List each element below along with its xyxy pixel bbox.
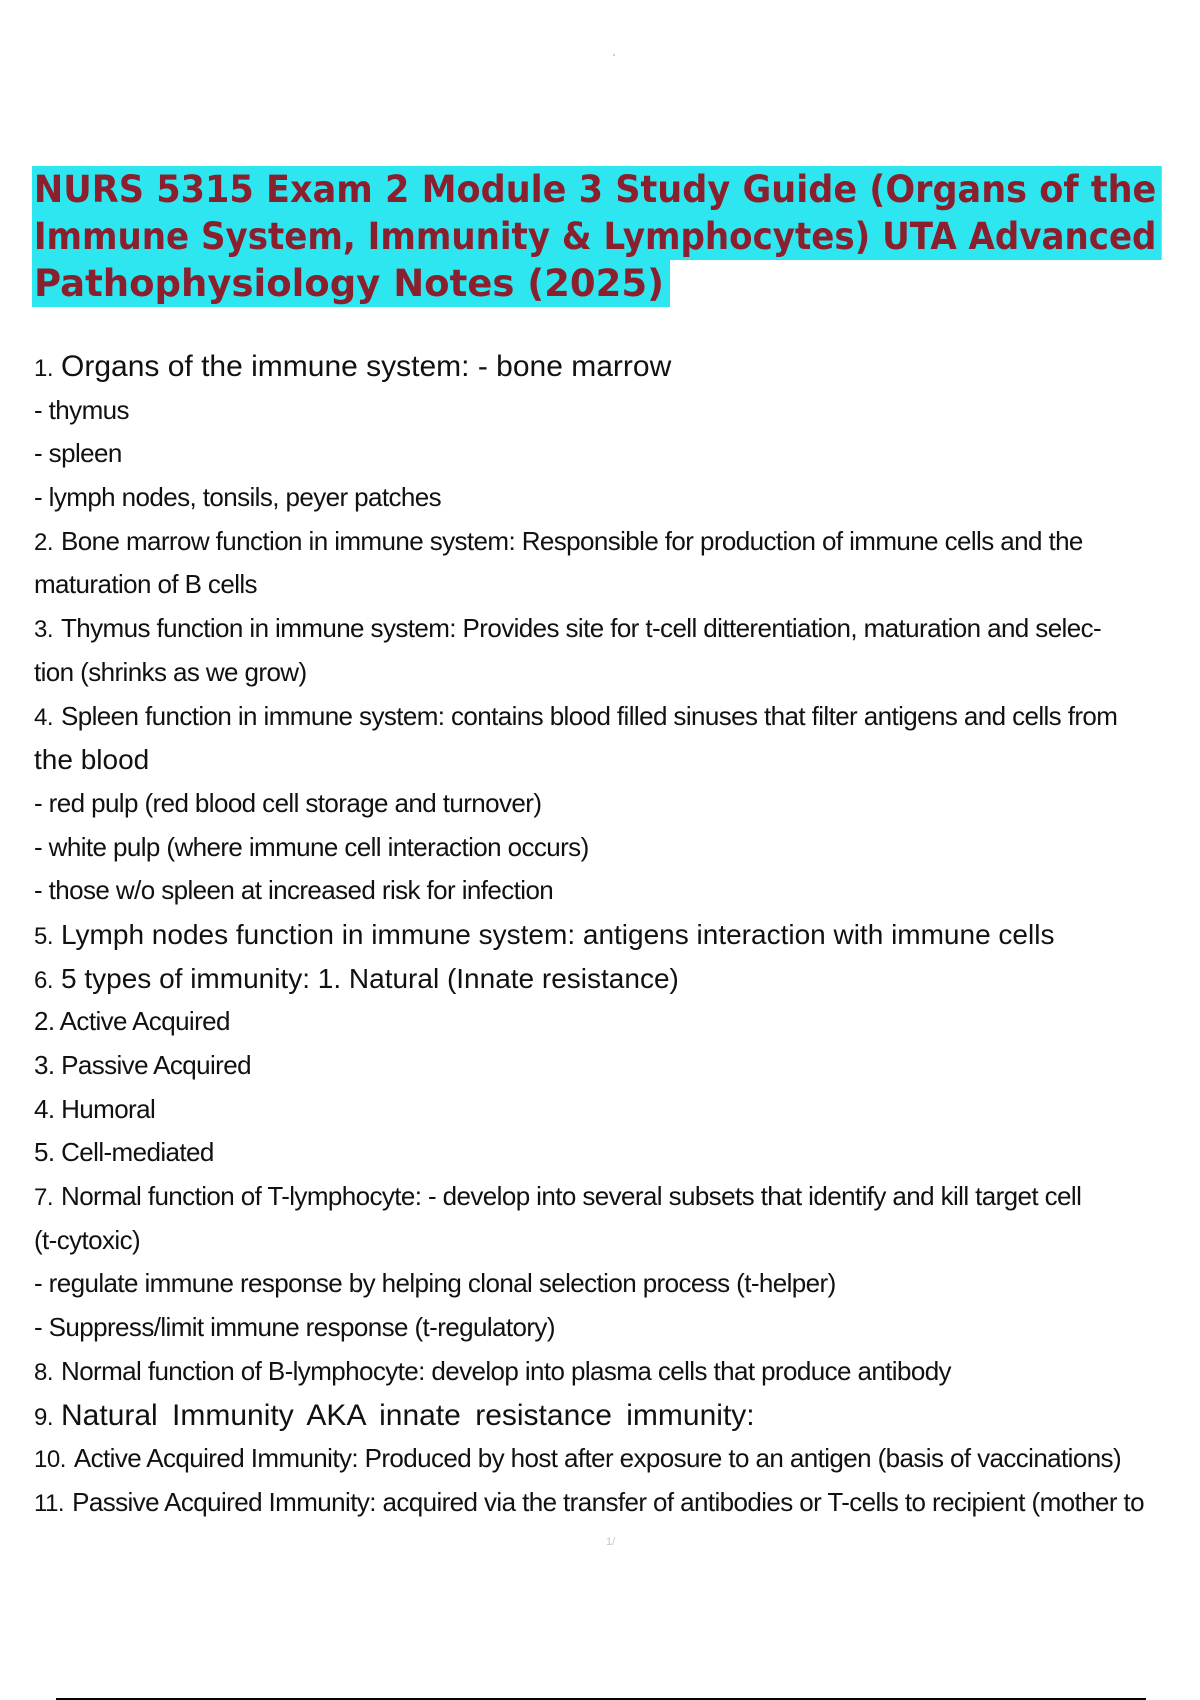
entry-line: - regulate immune response by helping clonal selection process (t-helper) — [34, 1268, 836, 1299]
entry-line: - thymus — [34, 394, 129, 425]
entry-line: tion (shrinks as we grow) — [34, 656, 307, 687]
scan-speck — [613, 54, 615, 56]
entry-line: 3. Thymus function in immune system: Provides site for t-cell ditterentiation, maturation and selec- — [34, 613, 1102, 644]
entry-line: 3. Passive Acquired — [34, 1050, 251, 1080]
entry-line: 5. Cell-mediated — [34, 1137, 214, 1168]
entry-line: (t-cytoxic) — [34, 1224, 141, 1255]
entry-line: 8. Normal function of B-lymphocyte: develop into plasma cells that produce antibody — [34, 1355, 951, 1386]
entry-line: 5. Lymph nodes function in immune system: antigens interaction with immune cells — [34, 918, 1055, 950]
document-title — [32, 166, 1157, 307]
entry-line: the blood — [34, 744, 150, 776]
title-line-3: Pathophysiology Notes (2025) — [32, 260, 670, 307]
entry-line: 11. Passive Acquired Immunity: acquired via the transfer of antibodies or T-cells to recipient (mother to — [34, 1486, 1144, 1517]
entry-line: 4. Spleen function in immune system: contains blood filled sinuses that filter antigens and cells from — [34, 700, 1118, 731]
entry-line: - spleen — [34, 438, 122, 469]
entry-line: 9. Natural Immunity AKA innate resistance immunity: — [34, 1398, 755, 1432]
entry-line: 10. Active Acquired Immunity: Produced by host after exposure to an antigen (basis of vaccinations) — [34, 1443, 1122, 1474]
entry-line: 2. Bone marrow function in immune system: Responsible for production of immune cells and the — [34, 525, 1083, 556]
entry-line: 2. Active Acquired — [34, 1006, 230, 1037]
page-number: 1/ — [606, 1536, 616, 1548]
entry-line: 6. 5 types of immunity: 1. Natural (Innate resistance) — [34, 962, 679, 994]
entry-line: 7. Normal function of T-lymphocyte: - develop into several subsets that identify and kill target cell — [34, 1181, 1082, 1212]
entry-line: - white pulp (where immune cell interaction occurs) — [34, 831, 589, 862]
entry-line: maturation of B cells — [34, 569, 257, 600]
title-line-1: NURS 5315 Exam 2 Module 3 Study Guide (Organs of the — [32, 166, 1162, 213]
entry-line: - Suppress/limit immune response (t-regulatory) — [34, 1312, 555, 1343]
study-guide-body — [34, 345, 1184, 1525]
entry-line: 4. Humoral — [34, 1093, 156, 1124]
entry-line: - red pulp (red blood cell storage and turnover) — [34, 787, 542, 818]
entry-line: - lymph nodes, tonsils, peyer patches — [34, 482, 442, 513]
entry-line: 1. Organs of the immune system: - bone marrow — [34, 350, 672, 383]
title-line-2: Immune System, Immunity & Lymphocytes) UTA Advanced — [32, 213, 1162, 260]
entry-line: - those w/o spleen at increased risk for infection — [34, 875, 554, 906]
